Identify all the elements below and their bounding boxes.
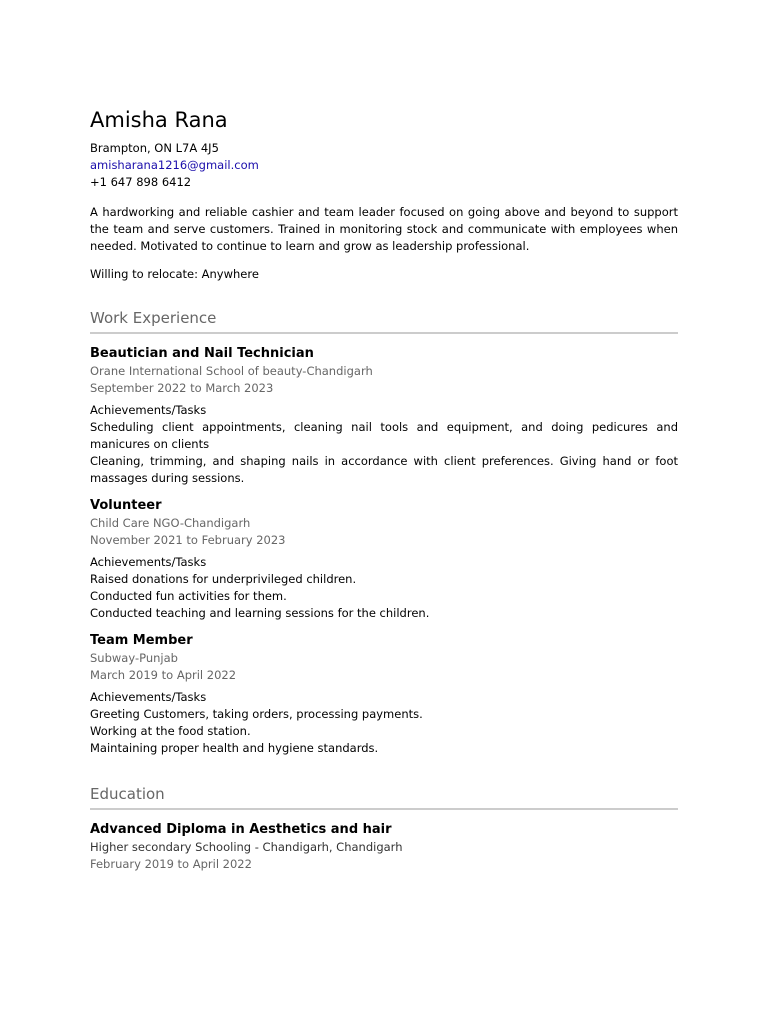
email-line (90, 157, 678, 174)
education-section (90, 784, 678, 873)
job-title: Beautician and Nail Technician (90, 346, 314, 361)
job-company: Child Care NGO-Chandigarh (90, 516, 251, 530)
job-entry (90, 632, 678, 757)
tasks-heading: Achievements/Tasks (90, 690, 207, 704)
work-experience-section (90, 308, 678, 757)
job-title: Team Member (90, 633, 193, 648)
task-line: Cleaning, trimming, and shaping nails in accordance with client preferences. Giving hand or foot massages during sessions. (90, 454, 678, 485)
job-company: Orane International School of beauty-Chandigarh (90, 364, 373, 378)
job-dates: March 2019 to April 2022 (90, 668, 237, 682)
email-link[interactable]: amisharana1216@gmail.com (90, 158, 259, 172)
resume-content (90, 106, 678, 873)
summary: A hardworking and reliable cashier and team leader focused on going above and beyond to support the team and serve customers. Trained in monitoring stock and communicate with employees when needed. Motivated to continue to learn and grow as leadership professional. (90, 205, 678, 253)
education-dates: February 2019 to April 2022 (90, 857, 252, 871)
job-dates: November 2021 to February 2023 (90, 533, 286, 547)
task-line: Maintaining proper health and hygiene standards. (90, 741, 379, 755)
task-line: Conducted fun activities for them. (90, 589, 287, 603)
degree-title: Advanced Diploma in Aesthetics and hair (90, 822, 392, 837)
task-line: Raised donations for underprivileged children. (90, 572, 357, 586)
job-dates: September 2022 to March 2023 (90, 381, 274, 395)
task-line: Greeting Customers, taking orders, processing payments. (90, 707, 423, 721)
education-entry (90, 821, 678, 873)
job-entry (90, 497, 678, 622)
location: Brampton, ON L7A 4J5 (90, 141, 219, 155)
phone: +1 647 898 6412 (90, 175, 192, 189)
section-title-education: Education (90, 785, 165, 803)
section-divider (90, 808, 678, 810)
tasks-heading: Achievements/Tasks (90, 555, 207, 569)
tasks-heading: Achievements/Tasks (90, 403, 207, 417)
candidate-name: Amisha Rana (90, 108, 228, 132)
section-divider (90, 332, 678, 334)
task-line: Conducted teaching and learning sessions for the children. (90, 606, 430, 620)
task-line: Scheduling client appointments, cleaning nail tools and equipment, and doing pedicures and manicures on clients (90, 420, 678, 451)
job-company: Subway-Punjab (90, 651, 178, 665)
relocate-note: Willing to relocate: Anywhere (90, 267, 259, 281)
school-name: Higher secondary Schooling - Chandigarh, Chandigarh (90, 840, 403, 854)
job-entry (90, 345, 678, 487)
job-title: Volunteer (90, 498, 162, 513)
section-title-work: Work Experience (90, 309, 217, 327)
task-line: Working at the food station. (90, 724, 251, 738)
